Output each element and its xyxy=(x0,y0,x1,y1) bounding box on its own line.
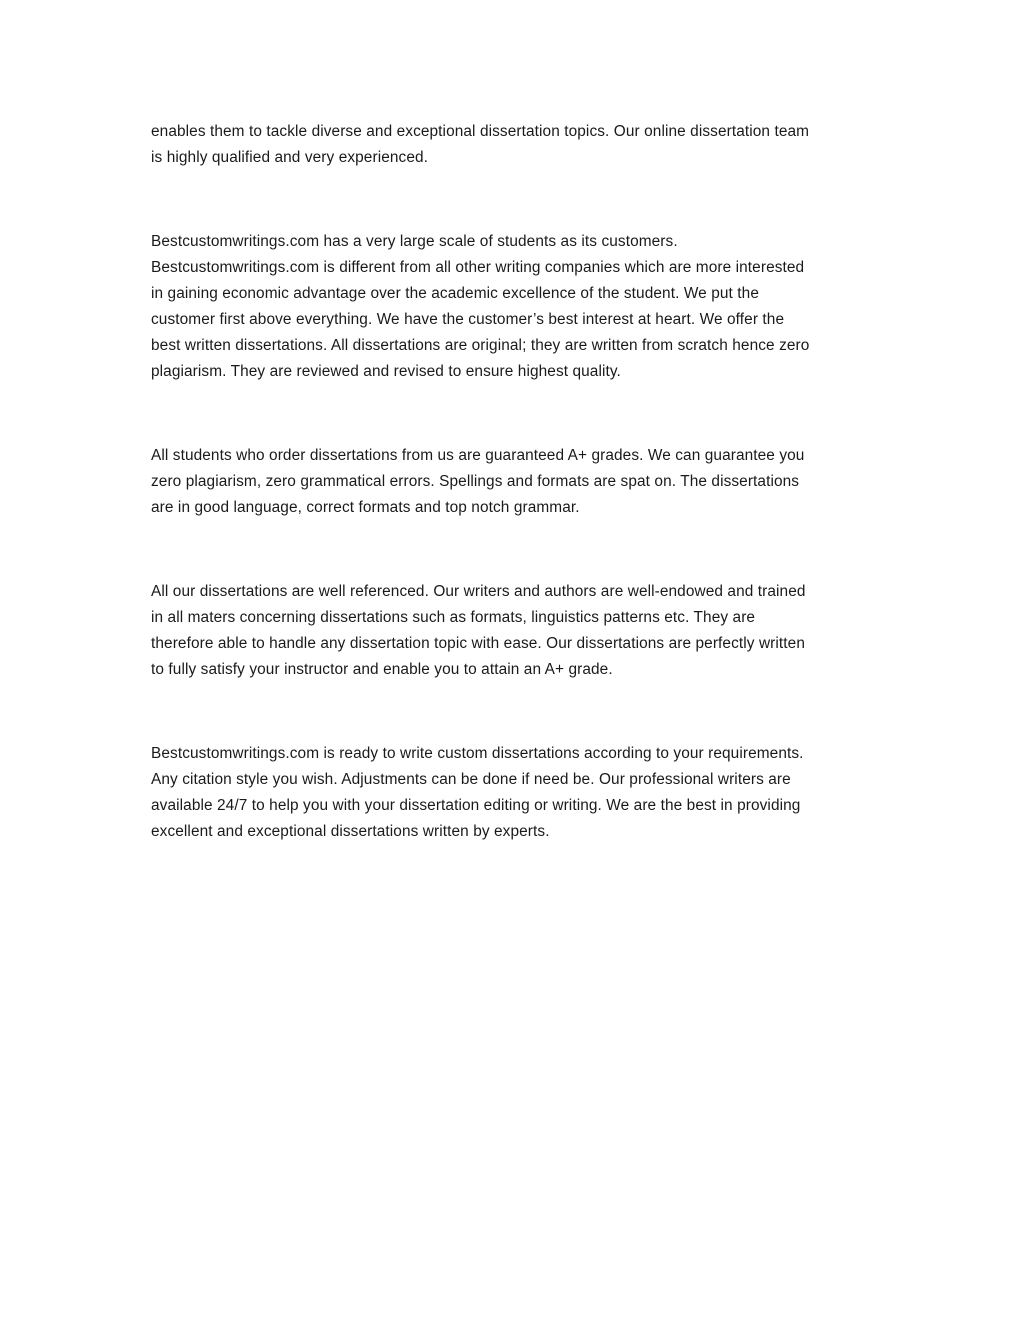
paragraph-line: best written dissertations. All dissertations are original; they are written from scratch hence zero xyxy=(151,337,810,354)
paragraph-gap xyxy=(151,385,881,443)
paragraph-line: in gaining economic advantage over the academic excellence of the student. We put the xyxy=(151,285,759,302)
paragraph-line: are in good language, correct formats and top notch grammar. xyxy=(151,499,580,516)
paragraph-gap xyxy=(151,171,881,229)
paragraph-line: excellent and exceptional dissertations written by experts. xyxy=(151,823,550,840)
paragraph-line: Bestcustomwritings.com is ready to write custom dissertations according to your requirements. xyxy=(151,745,804,762)
paragraph-5 xyxy=(151,741,881,845)
document-body xyxy=(151,119,881,845)
paragraph-line: All our dissertations are well referenced. Our writers and authors are well-endowed and trained xyxy=(151,583,806,600)
paragraph-line: is highly qualified and very experienced. xyxy=(151,149,429,166)
paragraph-1 xyxy=(151,119,881,171)
paragraph-line: Bestcustomwritings.com is different from all other writing companies which are more interested xyxy=(151,259,805,276)
paragraph-line: therefore able to handle any dissertation topic with ease. Our dissertations are perfectly written xyxy=(151,635,805,652)
paragraph-line: Any citation style you wish. Adjustments can be done if need be. Our professional writers are xyxy=(151,771,791,788)
paragraph-line: available 24/7 to help you with your dissertation editing or writing. We are the best in providing xyxy=(151,797,801,814)
paragraph-line: plagiarism. They are reviewed and revised to ensure highest quality. xyxy=(151,363,621,380)
paragraph-gap xyxy=(151,683,881,741)
paragraph-gap xyxy=(151,521,881,579)
paragraph-4 xyxy=(151,579,881,683)
paragraph-line: to fully satisfy your instructor and enable you to attain an A+ grade. xyxy=(151,661,613,678)
paragraph-line: Bestcustomwritings.com has a very large scale of students as its customers. xyxy=(151,233,678,250)
paragraph-3 xyxy=(151,443,881,521)
paragraph-line: All students who order dissertations from us are guaranteed A+ grades. We can guarantee you xyxy=(151,447,805,464)
paragraph-line: customer first above everything. We have the customer’s best interest at heart. We offer the xyxy=(151,311,785,328)
paragraph-2 xyxy=(151,229,881,385)
paragraph-line: in all maters concerning dissertations such as formats, linguistics patterns etc. They are xyxy=(151,609,756,626)
paragraph-line: zero plagiarism, zero grammatical errors. Spellings and formats are spat on. The dissertations xyxy=(151,473,800,490)
paragraph-line: enables them to tackle diverse and exceptional dissertation topics. Our online dissertation team xyxy=(151,123,810,140)
